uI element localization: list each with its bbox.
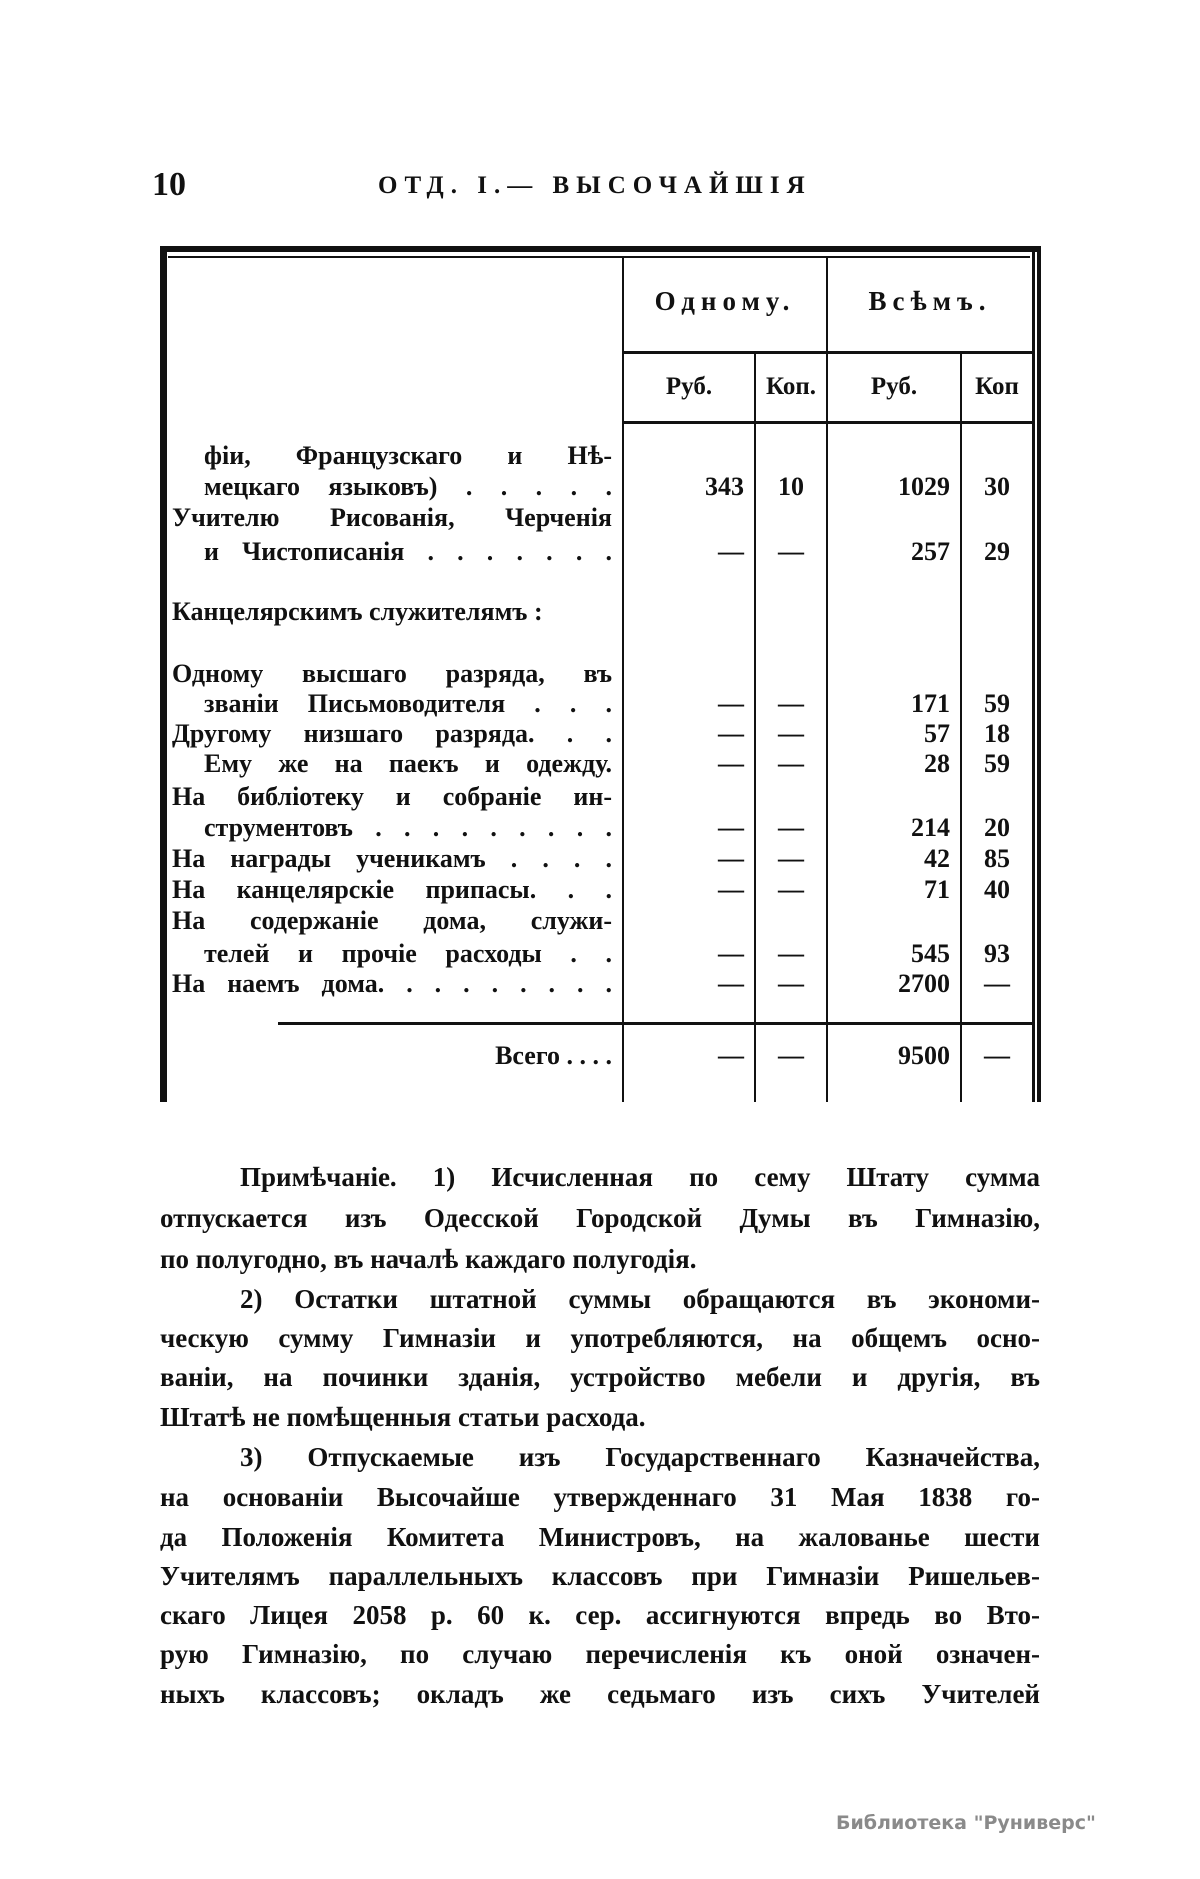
row-value: 71 <box>924 875 950 904</box>
row-value: — <box>984 969 1010 998</box>
running-head: ОТД. I.— ВЫСОЧАЙШІЯ <box>378 172 812 199</box>
row-value: 214 <box>911 813 950 842</box>
note-line: по полугодно, въ началѣ каждаго полугодія. <box>160 1244 697 1274</box>
row-value: 30 <box>984 472 1010 501</box>
note-line: Учителямъ параллельныхъ классовъ при Гимназіи Ришельев- <box>160 1561 1040 1591</box>
row-value: — <box>718 719 744 748</box>
row-description: На канцелярскіе припасы. . . <box>172 875 612 904</box>
row-value: — <box>718 813 744 842</box>
table-border-top-inner <box>168 256 1030 258</box>
note-line: Примѣчаніе. 1) Исчисленная по сему Штату сумма <box>240 1162 1040 1192</box>
note-line: на основаніи Высочайше утвержденнаго 31 Мая 1838 го- <box>160 1482 1040 1512</box>
row-description: Ему же на паекъ и одежду. <box>204 749 612 778</box>
row-description: На наемъ дома. . . . . . . . . <box>172 969 612 998</box>
budget-table <box>160 246 1040 1102</box>
row-description: и Чистописанія . . . . . . . <box>204 537 612 566</box>
row-value: — <box>718 844 744 873</box>
row-value: — <box>778 844 804 873</box>
total-value: — <box>778 1041 804 1070</box>
sub-header-kop: Коп <box>975 373 1019 400</box>
header-divider <box>622 421 1032 424</box>
row-value: 257 <box>911 537 950 566</box>
row-value: — <box>718 969 744 998</box>
row-value: 1029 <box>898 472 950 501</box>
row-value: 29 <box>984 537 1010 566</box>
table-border-right <box>1032 246 1035 1102</box>
row-value: 42 <box>924 844 950 873</box>
row-value: 18 <box>984 719 1010 748</box>
row-value: — <box>778 939 804 968</box>
page-number: 10 <box>152 166 186 203</box>
row-value: — <box>778 537 804 566</box>
total-value: 9500 <box>898 1041 950 1070</box>
note-line: отпускается изъ Одесской Городской Думы въ Гимназію, <box>160 1203 1040 1233</box>
row-value: — <box>718 689 744 718</box>
row-description: званіи Письмоводителя . . . <box>204 689 612 718</box>
total-value: — <box>984 1041 1010 1070</box>
row-value: 85 <box>984 844 1010 873</box>
row-value: 545 <box>911 939 950 968</box>
row-description: Одному высшаго разряда, въ <box>172 659 612 688</box>
row-value: 171 <box>911 689 950 718</box>
total-value: — <box>718 1041 744 1070</box>
row-description: На награды ученикамъ . . . . <box>172 844 612 873</box>
row-description: На библіотеку и собраніе ин- <box>172 782 612 811</box>
table-border-right-outer <box>1037 246 1041 1102</box>
row-value: — <box>778 749 804 778</box>
note-line: ваніи, на починки зданія, устройство мебели и другія, въ <box>160 1362 1040 1392</box>
row-value: 59 <box>984 689 1010 718</box>
row-value: — <box>718 875 744 904</box>
row-value: 20 <box>984 813 1010 842</box>
row-value: 93 <box>984 939 1010 968</box>
row-description: Учителю Рисованія, Черченія <box>172 503 612 532</box>
row-description: На содержаніе дома, служи- <box>172 906 612 935</box>
note-line: рую Гимназію, по случаю перечисленія къ оной означен- <box>160 1639 1040 1669</box>
row-value: 59 <box>984 749 1010 778</box>
row-value: 343 <box>705 472 744 501</box>
row-value: 40 <box>984 875 1010 904</box>
row-value: 57 <box>924 719 950 748</box>
row-value: — <box>718 749 744 778</box>
sub-header-kop: Коп. <box>765 373 817 400</box>
header-divider <box>622 351 1032 354</box>
row-value: — <box>778 969 804 998</box>
sub-header-rub: Руб. <box>665 373 713 400</box>
total-label: Всего . . . . <box>495 1041 612 1070</box>
note-line: ныхъ классовъ; окладъ же седьмаго изъ сихъ Учителей <box>160 1679 1040 1709</box>
row-description: струментовъ . . . . . . . . . <box>204 813 612 842</box>
table-border-top <box>160 246 1040 252</box>
row-value: — <box>778 689 804 718</box>
row-description: Другому низшаго разряда. . . <box>172 719 612 748</box>
row-description: телей и прочіе расходы . . <box>204 939 612 968</box>
note-line: Штатѣ не помѣщенныя статьи расхода. <box>160 1402 646 1432</box>
row-value: — <box>778 813 804 842</box>
row-description: фіи, Французскаго и Нѣ- <box>204 441 612 470</box>
row-value: — <box>778 719 804 748</box>
row-value: 28 <box>924 749 950 778</box>
row-value: — <box>718 537 744 566</box>
row-value: — <box>718 939 744 968</box>
note-line: да Положенія Комитета Министровъ, на жалованье шести <box>160 1522 1040 1552</box>
note-line: 2) Остатки штатной суммы обращаются въ экономи- <box>240 1284 1040 1314</box>
row-value: — <box>778 875 804 904</box>
total-divider <box>278 1022 1032 1025</box>
note-line: скаго Лицея 2058 р. 60 к. сер. ассигнуются впредь во Вто- <box>160 1600 1040 1630</box>
row-value: 2700 <box>898 969 950 998</box>
row-description: Канцелярскимъ служителямъ : <box>172 597 543 626</box>
library-watermark: Библиотека "Руниверс" <box>836 1812 1096 1834</box>
group-header-all: Всѣмъ. <box>868 286 992 316</box>
row-value: 10 <box>778 472 804 501</box>
row-description: мецкаго языковъ) . . . . . <box>204 472 612 501</box>
note-line: ческую сумму Гимназіи и употребляются, на общемъ осно- <box>160 1323 1040 1353</box>
sub-header-rub: Руб. <box>870 373 918 400</box>
table-border-left <box>160 246 167 1102</box>
note-line: 3) Отпускаемые изъ Государственнаго Казначейства, <box>240 1442 1040 1472</box>
group-header-one: Одному. <box>654 286 796 316</box>
